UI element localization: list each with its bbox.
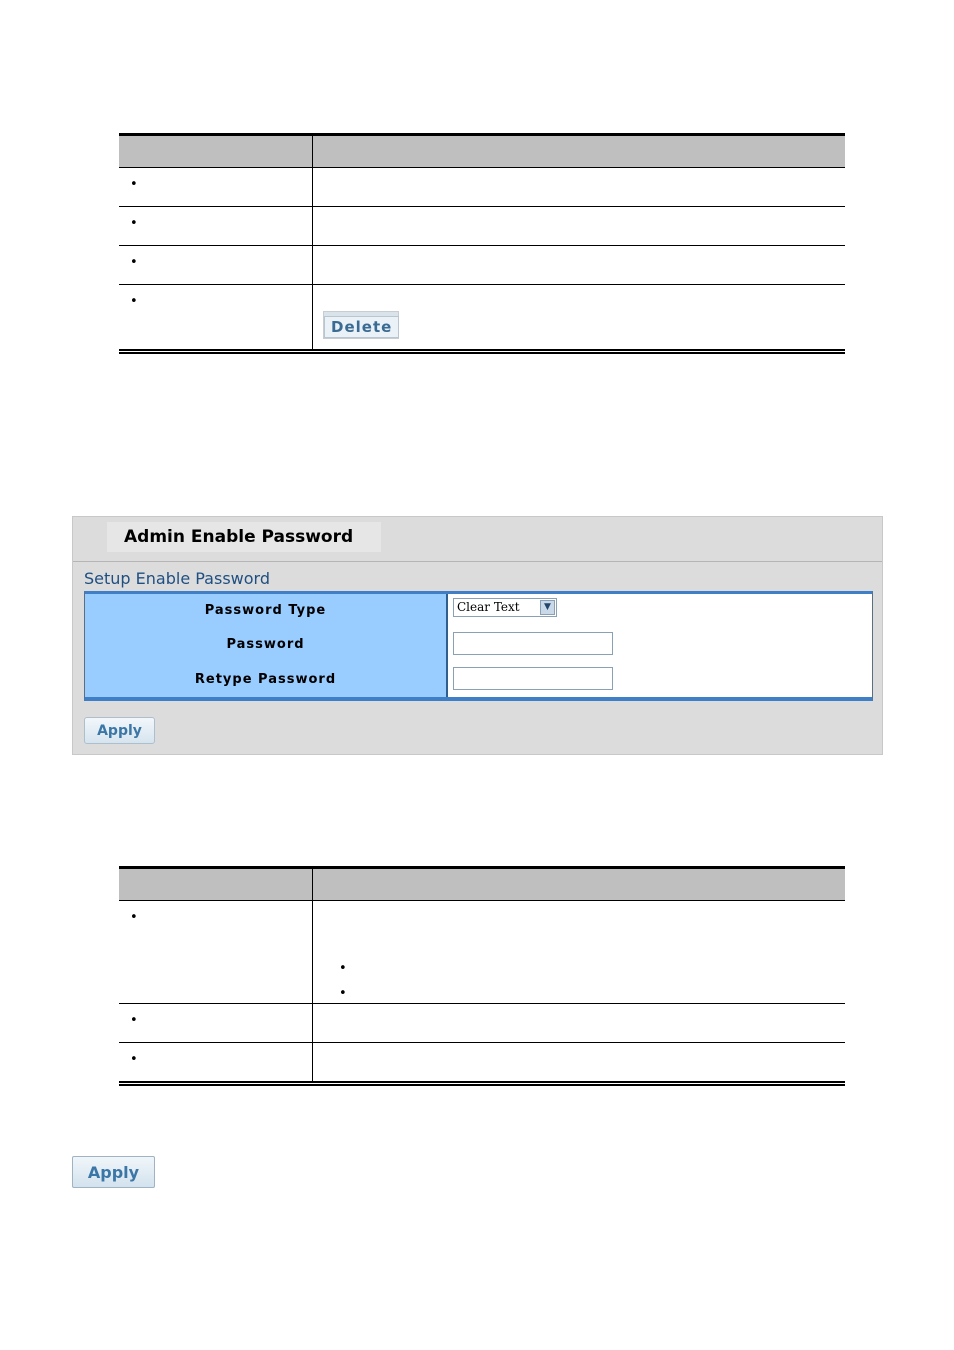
page-title: Admin Enable Password — [107, 522, 381, 552]
object-cell — [119, 901, 313, 1003]
form-row-password-type — [85, 594, 872, 628]
description-cell — [313, 1004, 845, 1042]
table-row — [119, 207, 845, 246]
description-cell — [313, 207, 845, 245]
header-object-cell — [119, 136, 313, 167]
retype-password-cell — [448, 662, 872, 697]
form-row-password — [85, 627, 872, 663]
table-bottom-rule — [119, 1084, 845, 1086]
table-row — [119, 168, 845, 207]
description-cell — [313, 246, 845, 284]
sub-bullet: • — [339, 961, 347, 976]
admin-enable-password-panel — [72, 516, 883, 755]
apply-button[interactable]: Apply — [84, 717, 155, 744]
bullet: • — [130, 177, 138, 192]
table-header — [119, 136, 845, 168]
description-cell — [313, 1043, 845, 1081]
object-cell — [119, 246, 313, 284]
delete-button[interactable]: Delete — [323, 311, 399, 339]
retype-password-input[interactable] — [453, 667, 613, 690]
password-input[interactable] — [453, 632, 613, 655]
table-header — [119, 869, 845, 901]
table-row — [119, 1004, 845, 1043]
apply-button-illustration[interactable]: Apply — [72, 1156, 155, 1188]
table-bottom-rule — [119, 1081, 845, 1083]
password-type-cell — [448, 594, 872, 627]
table-row — [119, 285, 845, 349]
parameter-table-1 — [119, 133, 845, 354]
table-row — [119, 246, 845, 285]
divider — [73, 561, 882, 562]
password-type-label: Password Type — [85, 594, 448, 627]
header-object-cell — [119, 869, 313, 900]
password-cell — [448, 627, 872, 662]
parameter-table-2 — [119, 866, 845, 1086]
password-form-table — [84, 591, 873, 701]
bullet: • — [130, 1013, 138, 1028]
description-cell — [313, 285, 845, 349]
bullet: • — [130, 1052, 138, 1067]
object-cell — [119, 285, 313, 349]
object-cell — [119, 207, 313, 245]
bullet: • — [130, 910, 138, 925]
table-row — [119, 1043, 845, 1081]
retype-password-label: Retype Password — [85, 662, 448, 697]
password-type-select[interactable] — [453, 598, 557, 617]
sub-bullet: • — [339, 986, 347, 1001]
password-label: Password — [85, 627, 448, 662]
password-type-selected: Clear Text — [457, 600, 520, 614]
chevron-down-icon[interactable]: ▼ — [540, 600, 555, 615]
description-cell — [313, 168, 845, 206]
table-bottom-rule — [119, 349, 845, 351]
table-bottom-rule — [119, 352, 845, 354]
object-cell — [119, 1004, 313, 1042]
description-cell — [313, 901, 845, 1003]
bullet: • — [130, 294, 138, 309]
section-title: Setup Enable Password — [84, 569, 270, 588]
object-cell — [119, 168, 313, 206]
object-cell — [119, 1043, 313, 1081]
bullet: • — [130, 216, 138, 231]
form-row-retype-password — [85, 662, 872, 697]
bullet: • — [130, 255, 138, 270]
table-row — [119, 901, 845, 1004]
